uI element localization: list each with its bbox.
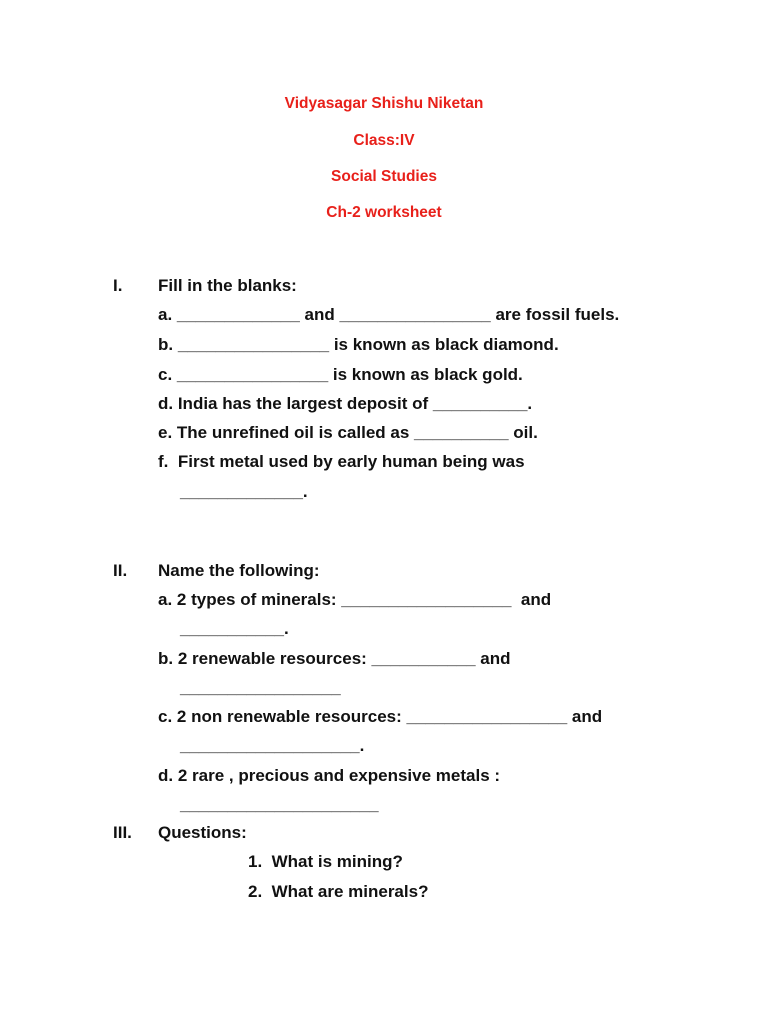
question-2: 2. What are minerals? — [248, 882, 429, 901]
subject-label: Social Studies — [331, 168, 437, 185]
fill-blank-f-continued: _____________. — [180, 482, 308, 501]
name-item-b-continued: _________________ — [180, 678, 341, 697]
name-item-b: b. 2 renewable resources: ___________ and — [158, 649, 511, 668]
fill-blank-d: d. India has the largest deposit of __________. — [158, 394, 533, 413]
section-2-title: Name the following: — [158, 561, 320, 580]
section-3-title: Questions: — [158, 823, 247, 842]
name-item-d: d. 2 rare , precious and expensive metals : — [158, 766, 501, 785]
school-name: Vidyasagar Shishu Niketan — [284, 95, 484, 112]
section-1-numeral: I. — [113, 276, 123, 295]
name-item-d-continued: _____________________ — [180, 795, 379, 814]
question-1: 1. What is mining? — [248, 852, 403, 871]
section-2-numeral: II. — [113, 561, 128, 580]
name-item-c: c. 2 non renewable resources: _________________ and — [158, 707, 603, 726]
fill-blank-b: b. ________________ is known as black diamond. — [158, 335, 559, 354]
section-1-title: Fill in the blanks: — [158, 276, 297, 295]
name-item-a-continued: ___________. — [180, 619, 289, 638]
name-item-c-continued: ___________________. — [180, 736, 365, 755]
fill-blank-a: a. _____________ and ________________ are fossil fuels. — [158, 305, 620, 324]
fill-blank-e: e. The unrefined oil is called as __________ oil. — [158, 423, 538, 442]
name-item-a: a. 2 types of minerals: __________________ and — [158, 590, 552, 609]
worksheet-title: Ch-2 worksheet — [326, 204, 442, 221]
fill-blank-f: f. First metal used by early human being was — [158, 452, 525, 471]
class-label: Class:IV — [353, 132, 415, 149]
section-3-numeral: III. — [113, 823, 132, 842]
fill-blank-c: c. ________________ is known as black gold. — [158, 365, 523, 384]
